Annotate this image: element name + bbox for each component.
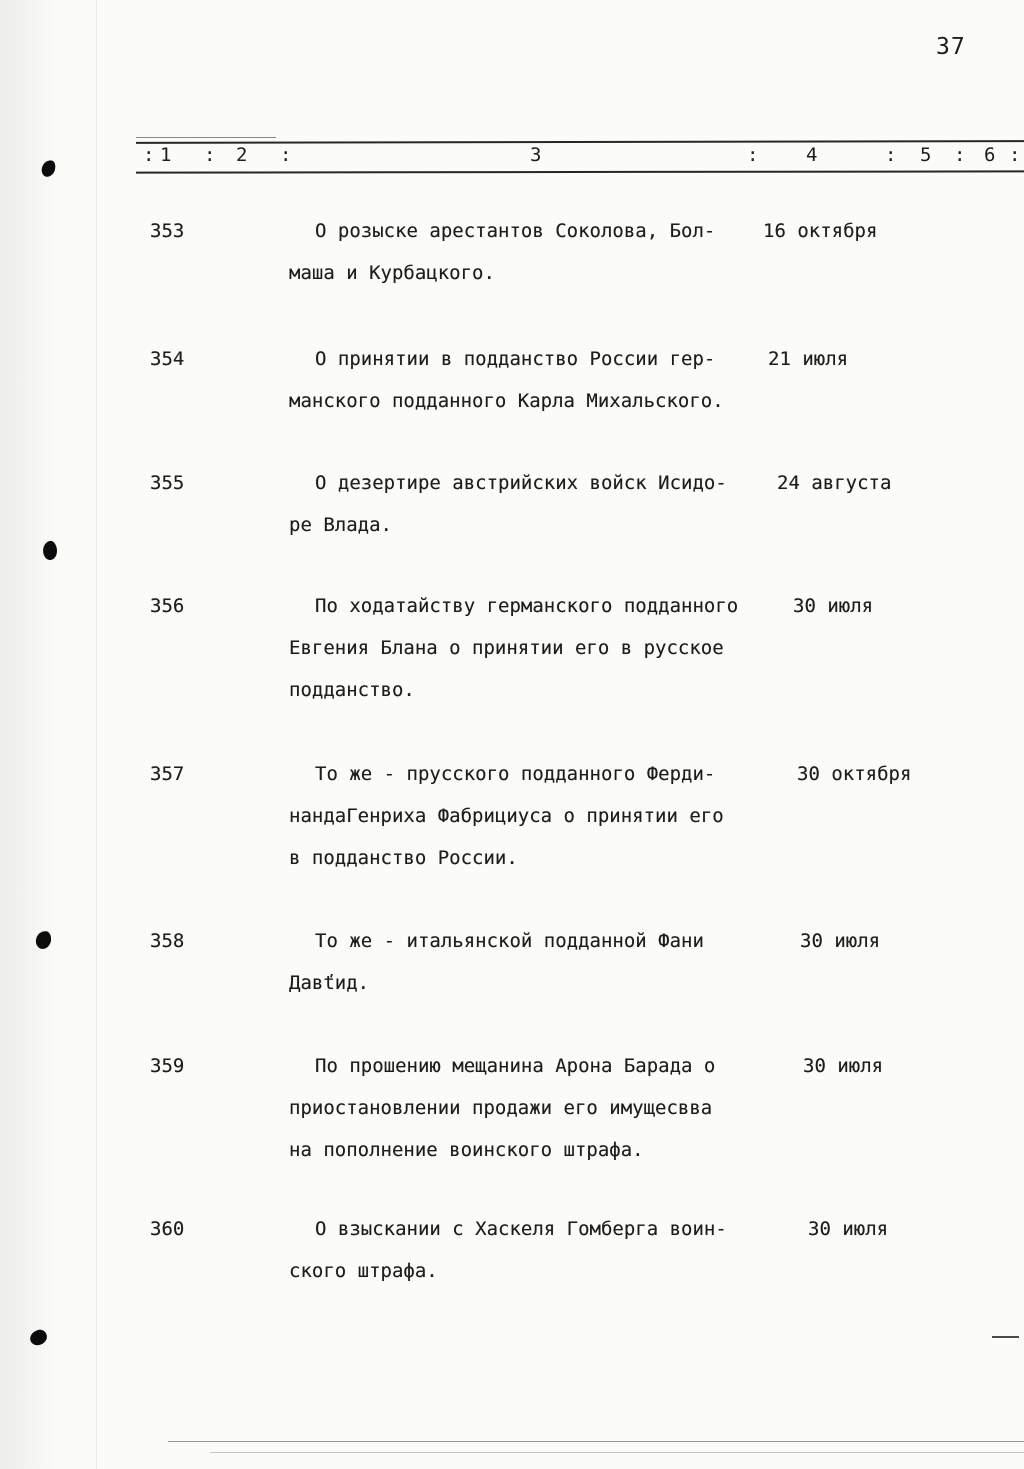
entry-description: [289, 210, 809, 294]
entry-line: на пополнение воинского штрафа.: [289, 1139, 644, 1161]
entry-date: 30 октября: [797, 763, 912, 785]
entry-line: То же - прусского подданного Ферди-: [315, 763, 716, 785]
entry-line: Евгения Блана о принятии его в русское: [289, 637, 724, 659]
entry-description: [289, 1208, 809, 1292]
entry-line: в подданство России.: [289, 847, 518, 869]
entry-line: нандаГенриха Фабрициуса о принятии его: [289, 805, 724, 827]
column-number: 6: [984, 144, 996, 166]
entry-date: 30 июля: [803, 1055, 884, 1077]
entry-date: 24 августа: [777, 472, 892, 494]
entry-line: приостановлении продажи его имущесвва: [289, 1097, 713, 1119]
entry-description: [289, 585, 809, 711]
entry-line: По ходатайству германского подданного: [315, 595, 739, 617]
entry-date: 16 октября: [763, 220, 878, 242]
entry-line: ского штрафа.: [289, 1260, 438, 1282]
entry-number: 360: [150, 1218, 185, 1240]
entry-number: 356: [150, 595, 185, 617]
entry-description: [289, 1045, 809, 1171]
margin-dash-mark: [992, 1336, 1019, 1338]
column-separator: :: [143, 144, 155, 166]
entry-line: Давťид.: [289, 972, 370, 994]
table-header-bottom-rule: [136, 170, 1024, 173]
entry-number: 359: [150, 1055, 185, 1077]
entry-line: О дезертире австрийских войск Исидо-: [315, 472, 727, 494]
entry-date: 30 июля: [808, 1218, 889, 1240]
entry-line: ре Влада.: [289, 514, 392, 536]
entry-number: 358: [150, 930, 185, 952]
entry-description: [289, 920, 809, 1004]
entry-number: 354: [150, 348, 185, 370]
column-separator: :: [1009, 144, 1021, 166]
column-number: 3: [530, 144, 542, 166]
entry-line: О розыске арестантов Соколова, Бол-: [315, 220, 716, 242]
column-separator: :: [204, 144, 216, 166]
entry-line: манского подданного Карла Михальского.: [289, 390, 724, 412]
entry-date: 30 июля: [800, 930, 881, 952]
entry-line: То же - итальянской подданной Фани: [315, 930, 704, 952]
entry-number: 355: [150, 472, 185, 494]
entry-line: О взыскании с Хаскеля Гомберга воин-: [315, 1218, 727, 1240]
column-separator: :: [885, 144, 897, 166]
page-number: 37: [936, 34, 966, 60]
column-number: 4: [806, 144, 818, 166]
entry-line: По прошению мещанина Арона Барада о: [315, 1055, 716, 1077]
entry-line: маша и Курбацкого.: [289, 262, 495, 284]
entry-description: [289, 462, 809, 546]
entry-line: О принятии в подданство России гер-: [315, 348, 716, 370]
entry-date: 21 июля: [768, 348, 849, 370]
column-number: 2: [236, 144, 248, 166]
bottom-scan-line: [210, 1452, 1024, 1453]
scan-edge-shading: [0, 0, 90, 1469]
entry-number: 357: [150, 763, 185, 785]
column-separator: :: [747, 144, 759, 166]
entry-description: [289, 338, 809, 422]
column-number: 5: [920, 144, 932, 166]
column-separator: :: [280, 144, 292, 166]
entry-line: подданство.: [289, 679, 415, 701]
scan-fold-line: [96, 0, 97, 1469]
entry-number: 353: [150, 220, 185, 242]
column-number: 1: [160, 144, 172, 166]
column-separator: :: [954, 144, 966, 166]
entry-description: [289, 753, 809, 879]
bottom-scan-line: [168, 1441, 1024, 1442]
entry-date: 30 июля: [793, 595, 874, 617]
table-header-rule-fragment: [136, 137, 276, 138]
